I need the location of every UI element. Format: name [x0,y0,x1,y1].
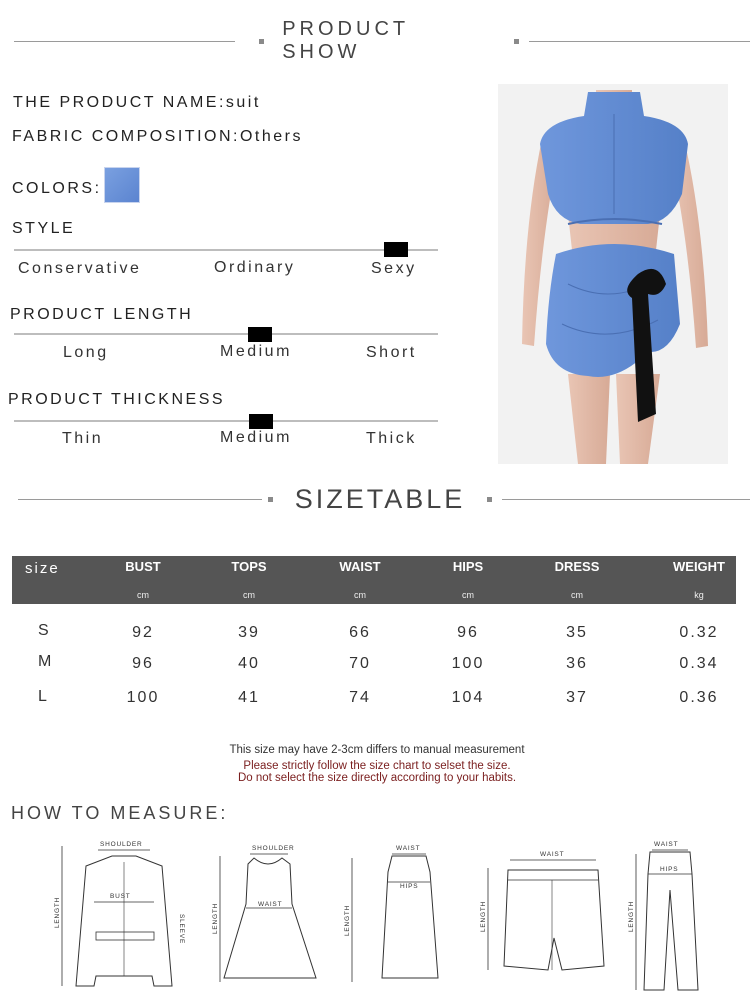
unit-weight: kg [694,590,704,600]
product-show-title: PRODUCT SHOW [282,18,409,63]
length-option-short: Short [366,344,417,361]
cell-weight: 0.34 [679,655,719,672]
measurement-note: This size may have 2-3cm differs to manual measurement [229,744,525,756]
skirt-measure-figure [342,842,442,992]
row-size: M [38,653,52,670]
hips-label-fig3: HIPS [400,883,419,890]
pants-measure-figure [622,838,702,996]
thickness-option-thick: Thick [366,430,417,447]
style-label: STYLE [12,220,76,237]
cell-bust: 100 [126,689,160,706]
cell-dress: 35 [566,624,588,641]
shorts-measure-figure [478,846,608,976]
coat-measure-figure [50,836,200,996]
col-waist: WAIST [339,559,381,574]
cell-tops: 41 [238,689,260,706]
thickness-option-thin: Thin [62,430,104,447]
cell-bust: 92 [132,624,154,641]
unit-waist: cm [354,590,366,600]
unit-bust: cm [137,590,149,600]
row-size: S [38,622,49,639]
cell-waist: 70 [349,655,371,672]
thickness-option-medium: Medium [220,429,292,446]
waist-label-fig3: WAIST [396,845,421,852]
length-label-fig4: LENGTH [480,900,487,932]
habits-note: Do not select the size directly according to your habits. [237,772,517,784]
length-scale [14,333,438,335]
style-option-sexy: Sexy [371,260,417,277]
sizetable-header [0,484,750,515]
color-swatch-blue[interactable] [104,167,140,203]
length-label-fig5: LENGTH [628,900,635,932]
product-name: THE PRODUCT NAME:suit [13,94,261,111]
length-marker [248,327,272,342]
cell-waist: 74 [349,689,371,706]
cell-tops: 40 [238,655,260,672]
thickness-marker [249,414,273,429]
bust-label: BUST [110,893,131,900]
unit-tops: cm [243,590,255,600]
style-scale [14,249,438,251]
cell-hips: 96 [457,624,479,641]
hips-label-fig5: HIPS [660,866,679,873]
cell-bust: 96 [132,655,154,672]
unit-dress: cm [571,590,583,600]
cell-dress: 36 [566,655,588,672]
cell-dress: 37 [566,689,588,706]
unit-hips: cm [462,590,474,600]
col-weight: WEIGHT [673,559,725,574]
style-option-ordinary: Ordinary [214,259,296,276]
waist-label-fig2: WAIST [258,901,283,908]
style-option-conservative: Conservative [18,260,142,277]
cell-waist: 66 [349,624,371,641]
how-to-measure-title: HOW TO MEASURE: [11,803,229,823]
length-label-fig3: LENGTH [344,904,351,936]
style-marker [384,242,408,257]
follow-chart-note: Please strictly follow the size chart to selset the size. [243,760,511,772]
shoulder-label-fig2: SHOULDER [252,845,295,852]
row-size: L [38,688,47,705]
cell-hips: 104 [451,689,485,706]
length-label-fig1: LENGTH [54,896,61,928]
thickness-scale [14,420,438,422]
length-option-medium: Medium [220,343,292,360]
cell-tops: 39 [238,624,260,641]
product-show-header [0,18,750,64]
col-hips: HIPS [452,559,484,574]
col-dress: DRESS [554,559,600,574]
cell-hips: 100 [451,655,485,672]
col-bust: BUST [125,559,161,574]
dress-measure-figure [210,842,320,992]
waist-label-fig4: WAIST [540,851,565,858]
size-column-header: size [25,560,60,577]
size-table-header [12,556,736,604]
thickness-label: PRODUCT THICKNESS [8,391,226,408]
fabric-composition [12,128,303,146]
length-label-fig2: LENGTH [212,902,219,934]
shoulder-label: SHOULDER [100,841,143,848]
fabric-label: FABRIC COMPOSITION: [12,128,240,145]
fabric-value: Others [239,128,303,145]
sizetable-title: SIZETABLE [294,484,466,514]
cell-weight: 0.36 [679,689,719,706]
waist-label-fig5: WAIST [654,841,679,848]
product-photo [498,84,728,464]
col-tops: TOPS [231,559,267,574]
colors-label: COLORS: [12,180,102,197]
cell-weight: 0.32 [679,624,719,641]
sleeve-label: SLEEVE [178,914,185,945]
length-option-long: Long [63,344,109,361]
length-label: PRODUCT LENGTH [10,306,194,323]
